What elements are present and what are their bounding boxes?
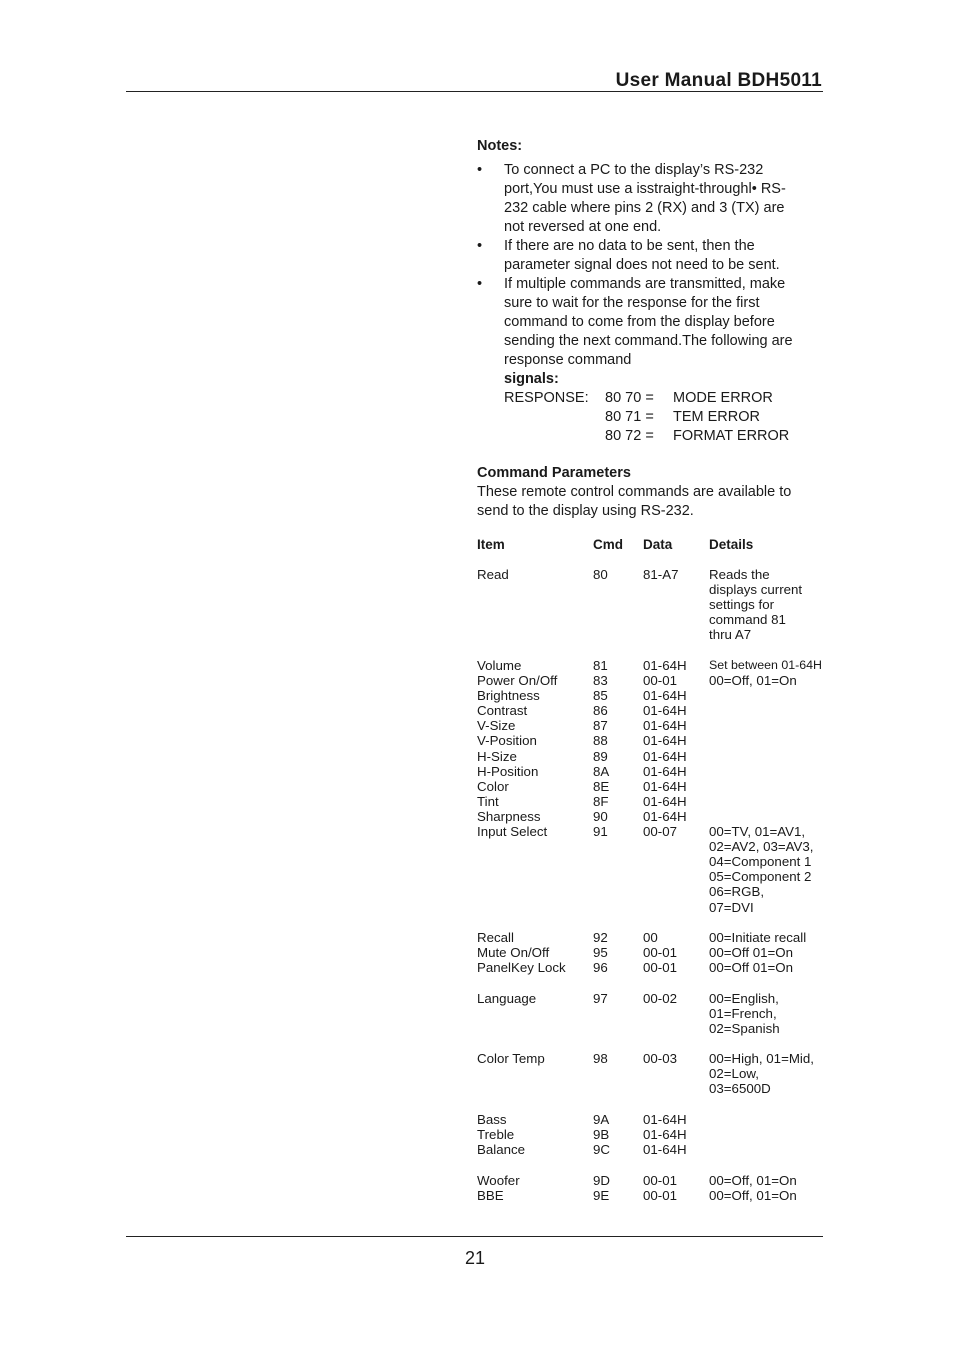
- details-line: 01=French,: [709, 1006, 777, 1022]
- data-range: 81-A7: [643, 567, 679, 582]
- details-line: 00=Off, 01=On: [709, 1188, 797, 1204]
- cmd-code: 90: [593, 808, 608, 824]
- details-line: command 81: [709, 612, 786, 628]
- note-line: To connect a PC to the display’s RS-232: [504, 162, 764, 178]
- item-name: H-Position: [477, 763, 539, 779]
- details-line: 02=Spanish: [709, 1021, 780, 1037]
- details-line: thru A7: [709, 627, 752, 643]
- cmd-code: 83: [593, 673, 608, 689]
- details-line: [709, 733, 829, 748]
- response-label-spacer: [504, 427, 605, 446]
- cmd-code: 87: [593, 718, 608, 734]
- cmd-code: 91: [593, 824, 608, 840]
- details-line: 00=Off, 01=On: [709, 673, 797, 689]
- note-item: [477, 237, 827, 275]
- item-name: PanelKey Lock: [477, 960, 566, 976]
- data-range: 00-03: [643, 1051, 678, 1066]
- item-name: Read: [477, 567, 509, 582]
- bullet: •: [477, 238, 483, 254]
- page-header-title: User Manual BDH5011: [615, 70, 822, 91]
- cell-data: [643, 1112, 709, 1157]
- cell-details: [709, 930, 829, 975]
- cell-item: [477, 930, 593, 975]
- cmd-code: 80: [593, 567, 608, 582]
- data-range: 00: [643, 930, 658, 945]
- data-range: 01-64H: [643, 688, 687, 704]
- item-name: Volume: [477, 658, 522, 673]
- data-range: 01-64H: [643, 1142, 687, 1158]
- note-line: port,You must use a isstraight-throughl• RS-: [504, 181, 786, 197]
- data-range: 00-07: [643, 824, 678, 840]
- item-name: H-Size: [477, 748, 517, 764]
- item-name: Mute On/Off: [477, 945, 550, 961]
- response-meaning: TEM ERROR: [673, 409, 760, 425]
- cell-item: [477, 1112, 593, 1157]
- response-code: 80 72 =: [605, 428, 654, 444]
- response-label-spacer: [504, 408, 605, 427]
- cell-cmd: [593, 1112, 643, 1157]
- signals-heading: signals:: [504, 371, 559, 387]
- item-name: V-Position: [477, 733, 537, 749]
- details-line: [709, 688, 829, 703]
- notes-heading: Notes:: [477, 138, 523, 154]
- cell-item: [477, 658, 593, 839]
- response-meaning: MODE ERROR: [673, 390, 773, 406]
- item-name: Language: [477, 991, 537, 1006]
- item-name: V-Size: [477, 718, 516, 734]
- command-parameters-intro: [477, 483, 827, 521]
- item-name: Brightness: [477, 688, 540, 704]
- command-parameters-heading: Command Parameters: [477, 465, 631, 481]
- notes-list: [477, 161, 827, 446]
- column-header-details: Details: [709, 537, 754, 552]
- item-name: Treble: [477, 1127, 515, 1143]
- note-line: sure to wait for the response for the first: [504, 295, 760, 311]
- intro-line: These remote control commands are available to: [477, 484, 792, 500]
- cmd-code: 97: [593, 991, 608, 1006]
- cmd-code: 9C: [593, 1142, 610, 1158]
- footer-rule: [126, 1236, 823, 1237]
- details-line: Reads the: [709, 567, 770, 582]
- details-line: 03=6500D: [709, 1081, 771, 1097]
- cmd-code: 9D: [593, 1173, 610, 1188]
- signals-block: [477, 370, 827, 446]
- item-name: Tint: [477, 793, 499, 809]
- column-header-item: Item: [477, 537, 505, 552]
- item-name: Input Select: [477, 824, 548, 840]
- item-name: Bass: [477, 1112, 507, 1127]
- details-line: [709, 794, 829, 809]
- data-range: 01-64H: [643, 808, 687, 824]
- cell-details: [709, 1173, 829, 1203]
- bullet: •: [477, 162, 483, 178]
- details-line: settings for: [709, 597, 775, 613]
- cmd-code: 96: [593, 960, 608, 976]
- cell-details: [709, 1051, 829, 1096]
- cmd-code: 89: [593, 748, 608, 764]
- data-range: 01-64H: [643, 733, 687, 749]
- cell-cmd: [593, 991, 643, 1006]
- response-row: [477, 389, 827, 408]
- item-name: Contrast: [477, 703, 528, 719]
- details-line: [709, 749, 829, 764]
- data-range: 01-64H: [643, 1127, 687, 1143]
- details-line: 02=Low,: [709, 1066, 759, 1082]
- details-line: [709, 779, 829, 794]
- column-header-data: Data: [643, 537, 673, 552]
- cell-data: [643, 1173, 709, 1203]
- note-item: [477, 161, 827, 237]
- cell-item: [477, 991, 593, 1006]
- cell-data: [643, 1051, 709, 1066]
- column-header-cmd: Cmd: [593, 537, 623, 552]
- data-range: 00-01: [643, 945, 678, 961]
- details-line: Set between 01-64H: [709, 658, 822, 672]
- cmd-code: 86: [593, 703, 608, 719]
- page-number: 21: [464, 1248, 486, 1268]
- data-range: 00-01: [643, 1188, 678, 1204]
- details-line: 00=High, 01=Mid,: [709, 1051, 814, 1066]
- cell-data: [643, 658, 709, 839]
- bullet: •: [477, 276, 483, 292]
- cell-data: [643, 567, 709, 582]
- item-name: Color Temp: [477, 1051, 545, 1066]
- intro-line: send to the display using RS-232.: [477, 503, 694, 519]
- details-line: 00=Off, 01=On: [709, 1173, 797, 1188]
- cell-item: [477, 1051, 593, 1066]
- note-line: If multiple commands are transmitted, make: [504, 276, 786, 292]
- item-name: Power On/Off: [477, 673, 558, 689]
- cell-item: [477, 1173, 593, 1203]
- details-line: 00=English,: [709, 991, 779, 1006]
- cell-details: [709, 991, 829, 1036]
- details-line: 00=Off 01=On: [709, 945, 794, 961]
- data-range: 01-64H: [643, 1112, 687, 1127]
- cmd-code: 85: [593, 688, 608, 704]
- response-label: RESPONSE:: [504, 390, 589, 406]
- note-line: parameter signal does not need to be sent.: [504, 257, 780, 273]
- data-range: 01-64H: [643, 703, 687, 719]
- details-line: [709, 703, 829, 718]
- response-code: 80 71 =: [605, 409, 654, 425]
- item-name: Recall: [477, 930, 514, 945]
- details-line: 05=Component 2: [709, 869, 812, 885]
- response-row: [477, 408, 827, 427]
- item-name: Color: [477, 778, 509, 794]
- cell-cmd: [593, 930, 643, 975]
- cell-data: [643, 991, 709, 1006]
- cmd-code: 81: [593, 658, 608, 673]
- data-range: 01-64H: [643, 748, 687, 764]
- cmd-code: 92: [593, 930, 608, 945]
- note-line: If there are no data to be sent, then the: [504, 238, 755, 254]
- item-name: Sharpness: [477, 808, 541, 824]
- details-line: [709, 809, 829, 824]
- cmd-code: 8F: [593, 793, 609, 809]
- details-line: [709, 764, 829, 779]
- cmd-code: 88: [593, 733, 608, 749]
- cell-cmd: [593, 567, 643, 582]
- details-line: 00=Initiate recall: [709, 930, 807, 945]
- details-line: 06=RGB,: [709, 884, 765, 900]
- details-line: 00=Off 01=On: [709, 960, 794, 976]
- data-range: 01-64H: [643, 763, 687, 779]
- cmd-code: 9A: [593, 1112, 610, 1127]
- data-range: 00-01: [643, 960, 678, 976]
- item-name: Balance: [477, 1142, 526, 1158]
- cell-cmd: [593, 1051, 643, 1066]
- note-line: not reversed at one end.: [504, 219, 662, 235]
- data-range: 01-64H: [643, 718, 687, 734]
- data-range: 00-02: [643, 991, 678, 1006]
- cell-data: [643, 930, 709, 975]
- item-name: Woofer: [477, 1173, 520, 1188]
- cmd-code: 8A: [593, 763, 610, 779]
- response-code: 80 70 =: [605, 390, 654, 406]
- note-line: command to come from the display before: [504, 314, 775, 330]
- details-line: [709, 718, 829, 733]
- note-line: sending the next command.The following are: [504, 333, 793, 349]
- cell-details: [709, 658, 829, 915]
- details-line: displays current: [709, 582, 803, 598]
- cell-item: [477, 567, 593, 582]
- data-range: 01-64H: [643, 658, 687, 673]
- cell-cmd: [593, 658, 643, 839]
- item-name: BBE: [477, 1188, 504, 1204]
- data-range: 01-64H: [643, 778, 687, 794]
- data-range: 00-01: [643, 1173, 678, 1188]
- details-line: 02=AV2, 03=AV3,: [709, 839, 814, 855]
- cmd-code: 8E: [593, 778, 610, 794]
- cell-details: [709, 567, 829, 642]
- details-line: 07=DVI: [709, 899, 754, 915]
- cell-cmd: [593, 1173, 643, 1203]
- details-line: 04=Component 1: [709, 854, 812, 870]
- data-range: 01-64H: [643, 793, 687, 809]
- note-line: response command: [504, 352, 632, 368]
- response-meaning: FORMAT ERROR: [673, 428, 790, 444]
- cmd-code: 98: [593, 1051, 608, 1066]
- note-item: [477, 275, 827, 370]
- response-row: [477, 427, 827, 446]
- cmd-code: 95: [593, 945, 608, 961]
- data-range: 00-01: [643, 673, 678, 689]
- header-rule: [126, 91, 823, 92]
- cmd-code: 9B: [593, 1127, 610, 1143]
- note-line: 232 cable where pins 2 (RX) and 3 (TX) are: [504, 200, 785, 216]
- cmd-code: 9E: [593, 1188, 610, 1204]
- details-line: 00=TV, 01=AV1,: [709, 824, 806, 840]
